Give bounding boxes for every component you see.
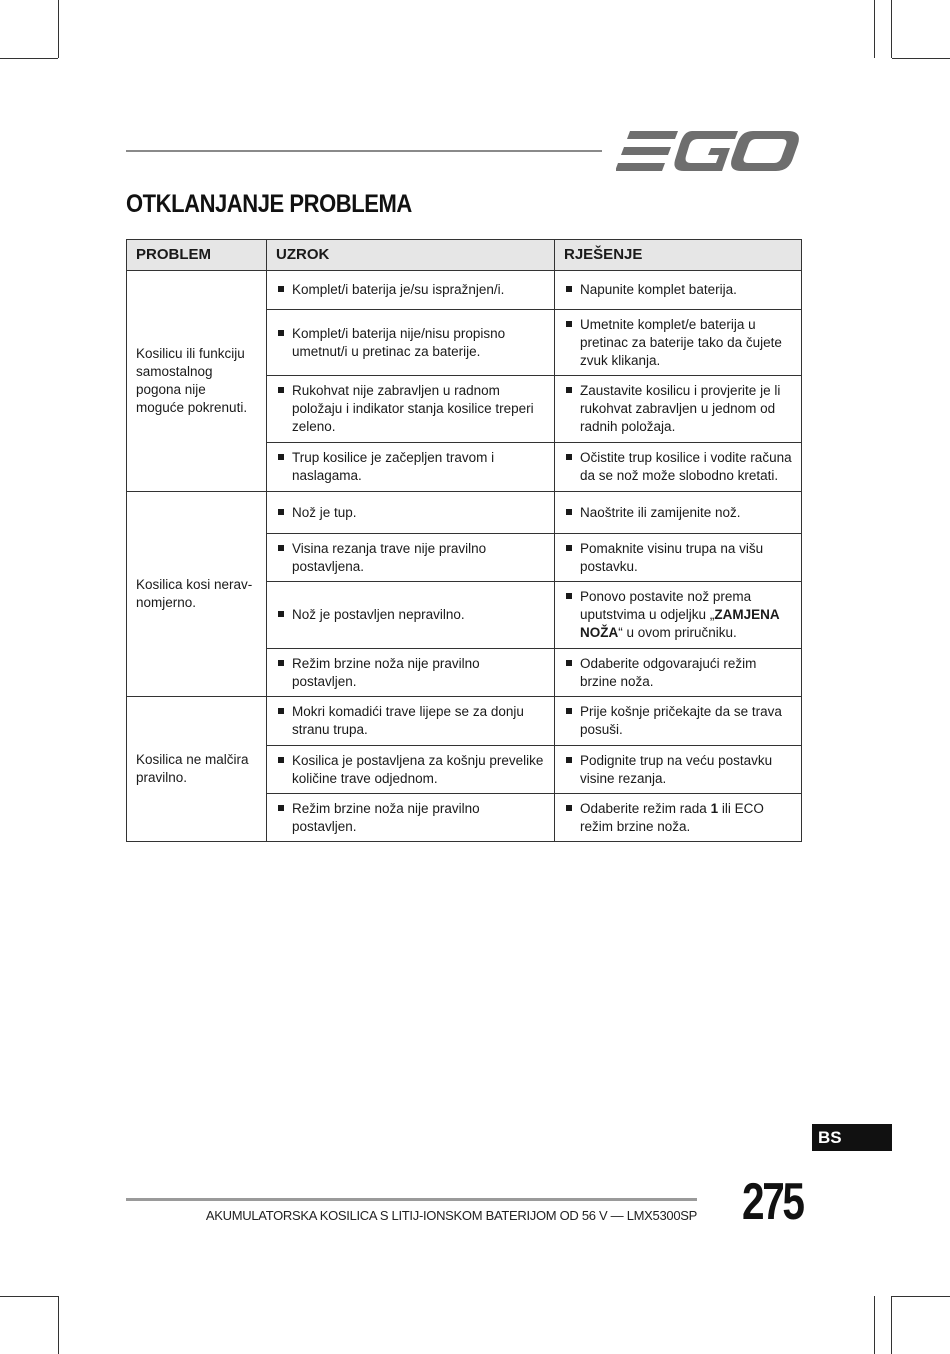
solution-text: Naoštrite ili zamijenite nož. xyxy=(580,504,741,520)
bullet-icon xyxy=(278,757,284,763)
bullet-icon xyxy=(278,611,284,617)
solution-cell xyxy=(555,746,802,794)
solution-cell xyxy=(555,271,802,310)
cause-text: Kosilica je postavljena za košnju prevelike količine trave odjednom. xyxy=(292,752,544,786)
bullet-icon xyxy=(278,286,284,292)
cause-cell xyxy=(267,376,555,443)
table-row xyxy=(127,697,802,746)
table-row xyxy=(127,492,802,534)
table-row xyxy=(127,271,802,310)
header-rule xyxy=(126,150,602,152)
header-solution: RJEŠENJE xyxy=(555,240,802,271)
solution-cell xyxy=(555,697,802,746)
crop-mark xyxy=(0,58,58,59)
bullet-icon xyxy=(278,660,284,666)
bullet-icon xyxy=(278,509,284,515)
solution-cell xyxy=(555,310,802,376)
footer-text: AKUMULATORSKA KOSILICA S LITIJ-IONSKOM BATERIJOM OD 56 V — LMX5300SP xyxy=(205,1208,697,1223)
cause-cell xyxy=(267,534,555,582)
bullet-icon xyxy=(566,286,572,292)
cause-text: Komplet/i baterija je/su ispražnjen/i. xyxy=(292,282,505,297)
header-cause: UZROK xyxy=(267,240,555,271)
cause-cell xyxy=(267,697,555,746)
cause-cell xyxy=(267,649,555,697)
table-header-row xyxy=(127,240,802,271)
solution-text: Zaustavite kosilicu i provjerite je li rukohvat zabravljen u jednom od radnih položaja. xyxy=(580,383,781,434)
solution-text: Prije košnje pričekajte da se trava posuši. xyxy=(580,704,782,737)
crop-mark xyxy=(874,1296,875,1354)
page-title: OTKLANJANJE PROBLEMA xyxy=(126,190,412,218)
solution-text: Umetnite komplet/e baterija u pretinac za baterije tako da čujete zvuk klikanja. xyxy=(580,316,782,368)
cause-text: Režim brzine noža nije pravilno postavljen. xyxy=(292,800,480,834)
cause-cell xyxy=(267,746,555,794)
bullet-icon xyxy=(566,757,572,763)
problem-cell: Kosilicu ili funkciju samostalnog pogona nije moguće pokrenuti. xyxy=(127,271,267,492)
bullet-icon xyxy=(566,509,572,515)
solution-text: Pomaknite visinu trupa na višu postavku. xyxy=(580,540,764,574)
solution-cell xyxy=(555,649,802,697)
bullet-icon xyxy=(566,387,572,393)
solution-cell xyxy=(555,376,802,443)
cause-text: Rukohvat nije zabravljen u radnom položaju i indikator stanja kosilice treperi zeleno. xyxy=(292,383,534,434)
bullet-icon xyxy=(566,708,572,714)
solution-cell xyxy=(555,794,802,842)
cause-text: Nož je postavljen nepravilno. xyxy=(292,607,465,622)
cause-cell xyxy=(267,271,555,310)
bullet-icon xyxy=(278,454,284,460)
header-problem: PROBLEM xyxy=(127,240,267,271)
footer-rule xyxy=(126,1198,697,1201)
solution-text-bold: 1 xyxy=(710,800,719,816)
solution-text-bold: ZAMJENA NOŽA xyxy=(580,607,780,640)
crop-mark xyxy=(892,58,950,59)
page-number: 275 xyxy=(742,1173,803,1231)
bullet-icon xyxy=(566,545,572,551)
solution-text: Napunite komplet baterija. xyxy=(580,282,737,297)
bullet-icon xyxy=(278,708,284,714)
cause-text: Komplet/i baterija nije/nisu propisno umetnut/i u pretinac za baterije. xyxy=(292,325,506,359)
solution-text-start: Odaberite režim rada xyxy=(580,800,711,816)
crop-mark xyxy=(892,1296,950,1297)
cause-cell xyxy=(267,443,555,492)
cause-text: Visina rezanja trave nije pravilno postavljena. xyxy=(292,540,487,574)
cause-text: Režim brzine noža nije pravilno postavljen. xyxy=(292,655,480,689)
solution-cell xyxy=(555,582,802,649)
language-tab: BS xyxy=(812,1124,892,1151)
troubleshooting-table xyxy=(126,239,802,842)
cause-text: Nož je tup. xyxy=(292,504,357,520)
solution-text-end: “ u ovom priručniku. xyxy=(618,625,737,640)
cause-text: Trup kosilice je začepljen travom i naslagama. xyxy=(292,450,495,483)
solution-cell xyxy=(555,492,802,534)
problem-cell: Kosilica kosi nerav-nomjerno. xyxy=(127,492,267,697)
crop-mark xyxy=(58,1296,59,1354)
solution-text: Podignite trup na veću postavku visine rezanja. xyxy=(580,752,773,786)
bullet-icon xyxy=(278,545,284,551)
cause-cell xyxy=(267,582,555,649)
bullet-icon xyxy=(566,321,572,327)
solution-text-end: ili ECO režim brzine noža. xyxy=(580,800,764,834)
ego-logo xyxy=(616,128,800,174)
solution-cell xyxy=(555,534,802,582)
bullet-icon xyxy=(278,330,284,336)
bullet-icon xyxy=(278,805,284,811)
crop-mark xyxy=(874,0,875,58)
crop-mark xyxy=(891,1296,892,1354)
crop-mark xyxy=(0,1296,58,1297)
bullet-icon xyxy=(566,454,572,460)
bullet-icon xyxy=(278,387,284,393)
cause-cell xyxy=(267,492,555,534)
crop-mark xyxy=(891,0,892,58)
solution-text-start: Ponovo postavite nož prema uputstvima u odjeljku „ xyxy=(580,589,752,622)
solution-text: Očistite trup kosilice i vodite računa da se nož može slobodno kretati. xyxy=(580,450,792,483)
solution-text: Odaberite odgovarajući režim brzine noža. xyxy=(580,655,757,689)
cause-cell xyxy=(267,310,555,376)
bullet-icon xyxy=(566,593,572,599)
cause-text: Mokri komadići trave lijepe se za donju stranu trupa. xyxy=(292,704,524,737)
cause-cell xyxy=(267,794,555,842)
bullet-icon xyxy=(566,805,572,811)
problem-cell: Kosilica ne malčira pravilno. xyxy=(127,697,267,842)
bullet-icon xyxy=(566,660,572,666)
crop-mark xyxy=(58,0,59,58)
solution-cell xyxy=(555,443,802,492)
